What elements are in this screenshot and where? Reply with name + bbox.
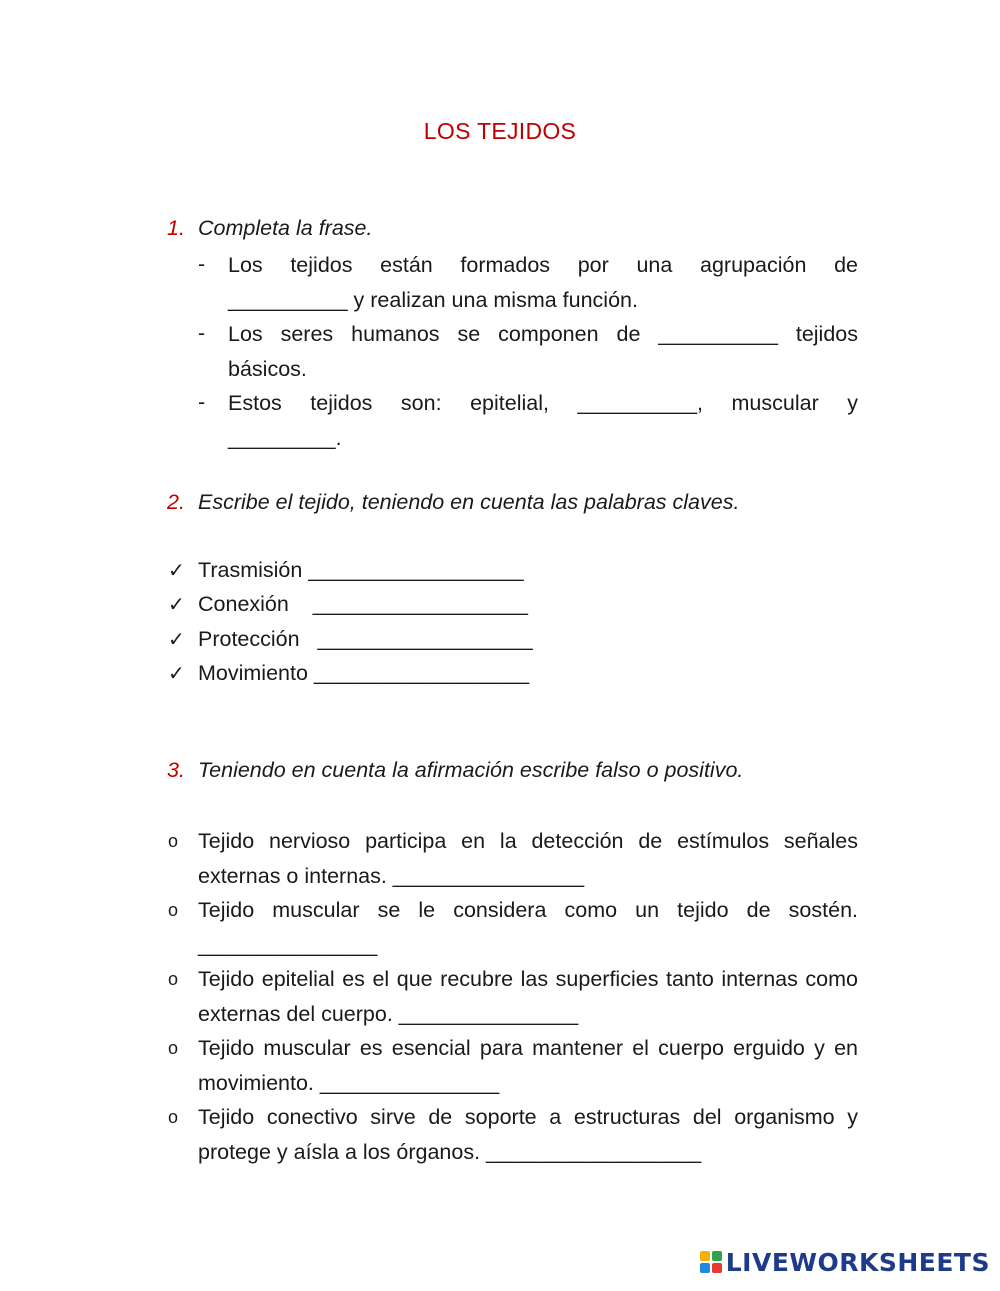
check-item-text: Conexión __________________ xyxy=(198,592,528,617)
check-item-text: Movimiento __________________ xyxy=(198,660,530,685)
logo-text: LIVEWORKSHEETS xyxy=(725,1247,990,1277)
dash-bullet: - xyxy=(198,390,206,414)
statement-text: Tejido conectivo sirve de soporte a estructuras del organismo y protege y aísla a los órganos. __________________ xyxy=(198,1105,858,1164)
question-3 xyxy=(167,758,743,783)
statement-text: Tejido epitelial es el que recubre las superficies tanto internas como externas del cuerpo. _______________ xyxy=(198,967,858,1026)
statement-item xyxy=(168,824,858,893)
question-number: 2. xyxy=(167,490,185,514)
circle-bullet-icon: o xyxy=(168,1107,179,1127)
circle-bullet-icon: o xyxy=(168,900,179,920)
question-text: Completa la frase. xyxy=(198,216,373,240)
sentence-line: Los tejidos están formados por una agrupación de xyxy=(228,253,858,277)
circle-bullet-icon: o xyxy=(168,831,179,851)
circle-bullet-icon: o xyxy=(168,1038,179,1058)
statement-text: Tejido nervioso participa en la detección de estímulos señales externas o internas. ________________ xyxy=(198,829,858,888)
sentence-line: _________. xyxy=(228,425,342,450)
statement-list xyxy=(168,824,858,1169)
dash-bullet: - xyxy=(198,252,206,276)
statement-text: Tejido muscular se le considera como un tejido de sostén. _______________ xyxy=(198,898,858,957)
liveworksheets-logo xyxy=(700,1247,990,1277)
question-1 xyxy=(167,216,372,241)
statement-item xyxy=(168,1100,858,1169)
checkmark-icon: ✓ xyxy=(168,560,185,582)
sentence-line: Estos tejidos son: epitelial, __________, muscular y xyxy=(228,391,858,415)
statement-item xyxy=(168,962,858,1031)
check-item xyxy=(168,592,533,626)
question-number: 3. xyxy=(167,758,185,782)
sentence-line: __________ y realizan una misma función. xyxy=(228,287,638,312)
question-text: Escribe el tejido, teniendo en cuenta las palabras claves. xyxy=(198,490,740,514)
sentence-line: Los seres humanos se componen de __________ tejidos xyxy=(228,322,858,346)
checkmark-icon: ✓ xyxy=(168,628,185,651)
sentence-line: básicos. xyxy=(228,356,307,381)
circle-bullet-icon: o xyxy=(168,969,179,989)
statement-item xyxy=(168,1031,858,1100)
sentence-item xyxy=(228,317,858,386)
checkmark-icon: ✓ xyxy=(168,594,185,617)
question-text: Teniendo en cuenta la afirmación escribe falso o positivo. xyxy=(198,758,744,782)
question-2 xyxy=(167,490,739,515)
sentence-item xyxy=(228,248,858,317)
sentence-item xyxy=(228,386,858,455)
question-number: 1. xyxy=(167,216,185,240)
page-title: LOS TEJIDOS xyxy=(423,118,577,144)
check-item-text: Trasmisión __________________ xyxy=(198,558,524,582)
checkmark-icon: ✓ xyxy=(168,662,185,685)
check-item xyxy=(168,661,533,695)
dash-bullet: - xyxy=(198,321,206,345)
check-item xyxy=(168,627,533,661)
logo-blocks-icon xyxy=(700,1251,722,1273)
check-item xyxy=(168,558,533,592)
statement-item xyxy=(168,893,858,962)
checklist xyxy=(168,558,533,695)
check-item-text: Protección __________________ xyxy=(198,626,533,651)
statement-text: Tejido muscular es esencial para mantener el cuerpo erguido y en movimiento. _______________ xyxy=(198,1036,858,1095)
